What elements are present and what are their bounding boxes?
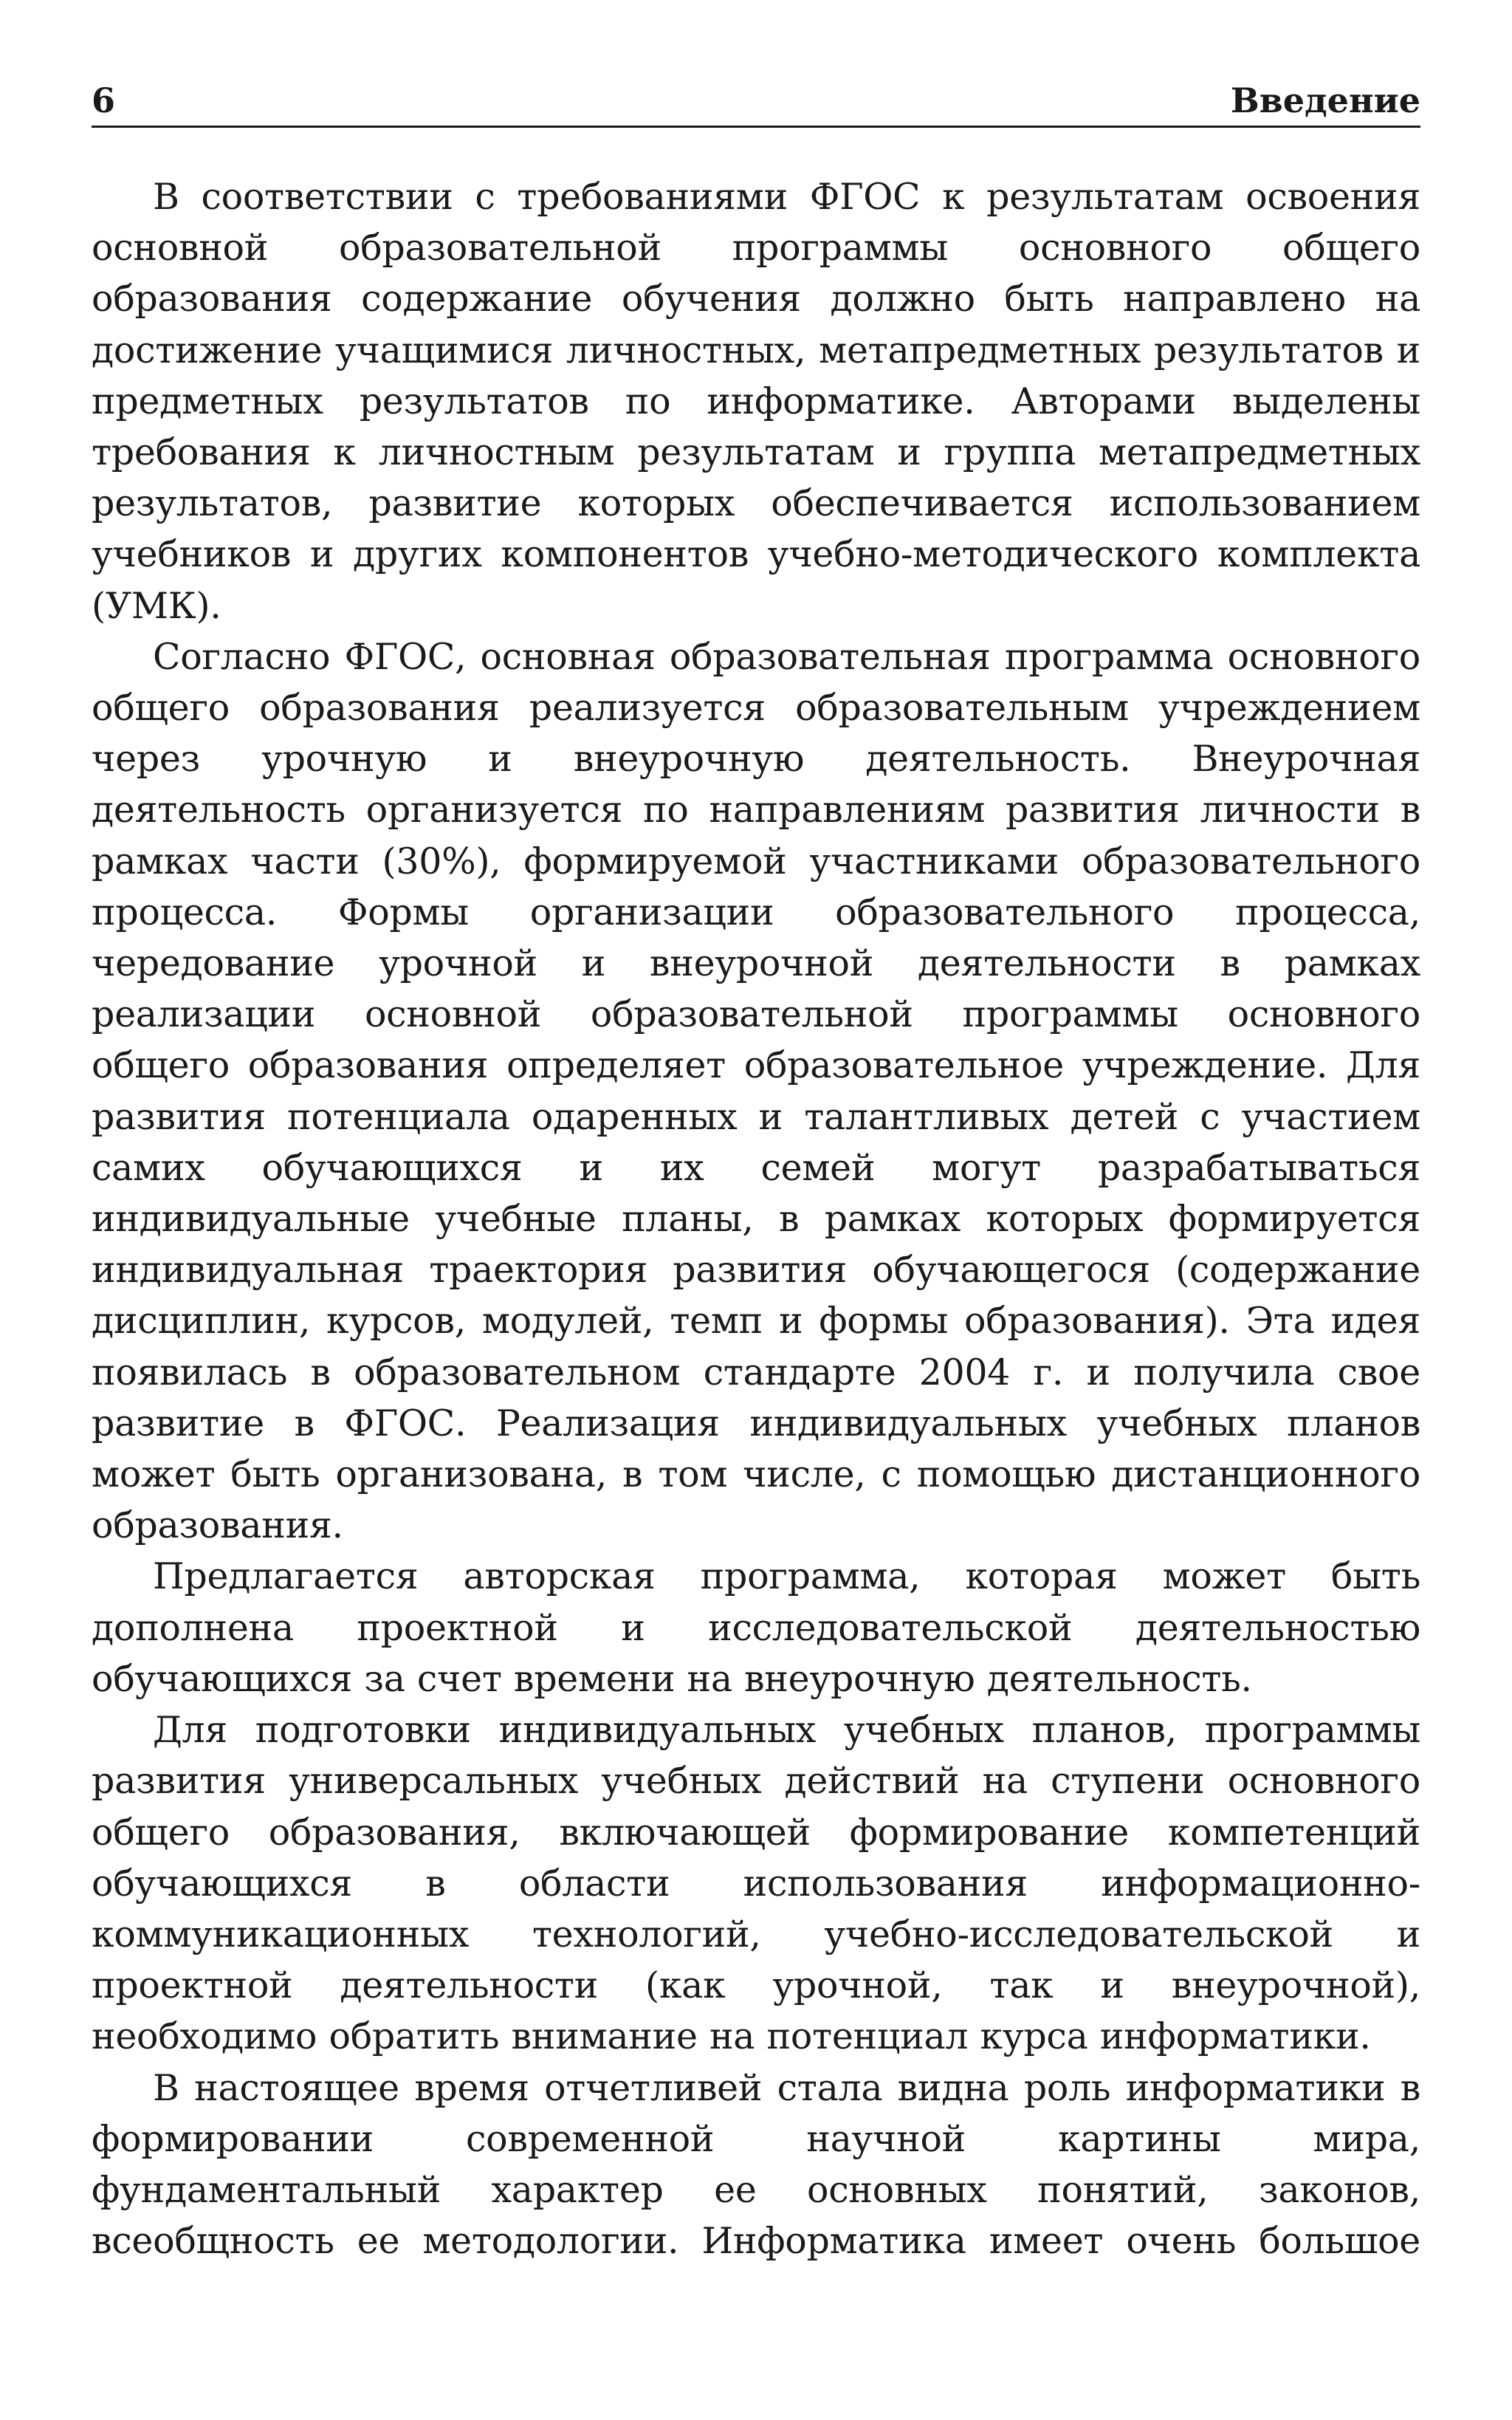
paragraph-individual-plans: Для подготовки индивидуальных учебных планов, программы развития универсальных учебных действий на ступени основного общего образования, включающей формирование компетенций обучающихся в области использования информационно-коммуникационных технологий, учебно-исследовательской и проектной деятельности (как урочной, так и внеурочной), необходимо обратить внимание на потенциал курса информатики. xyxy=(92,1709,1420,2058)
paragraph-author-program: Предлагается авторская программа, которая может быть дополнена проектной и исследовательской деятельностью обучающихся за счет времени на внеурочную деятельность. xyxy=(92,1555,1420,1700)
header-rule xyxy=(92,126,1420,128)
document-page xyxy=(92,0,1420,2420)
section-title: Введение xyxy=(1230,80,1420,120)
paragraph-informatics-role: В настоящее время отчетливей стала видна роль информатики в формировании современной научной картины мира, фундаментальный характер ее основных понятий, законов, всеобщность ее методологии. Информатика имеет очень большое xyxy=(92,2066,1420,2263)
running-header xyxy=(92,80,1420,121)
body-text xyxy=(92,171,1420,2266)
page-number: 6 xyxy=(92,80,116,120)
paragraph-fgos-results: В соответствии с требованиями ФГОС к результатам освоения основной образовательной программы основного общего образования содержание обучения должно быть направлено на достижение учащимися личностных, метапредметных результатов и предметных результатов по информатике. Авторами выделены требования к личностным результатам и группа метапредметных результатов, развитие которых обеспечивается использованием учебников и других компонентов учебно-методического комплекта (УМК). xyxy=(92,176,1420,627)
paragraph-extracurricular: Согласно ФГОС, основная образовательная программа основного общего образования реализуется образовательным учреждением через урочную и внеурочную деятельность. Внеурочная деятельность организуется по направлениям развития личности в рамках части (30%), формируемой участниками образовательного процесса. Формы организации образовательного процесса, чередование урочной и внеурочной деятельности в рамках реализации основной образовательной программы основного общего образования определяет образовательное учреждение. Для развития потенциала одаренных и талантливых детей с участием самих обучающихся и их семей могут разрабатываться индивидуальные учебные планы, в рамках которых формируется индивидуальная траектория развития обучающегося (содержание дисциплин, курсов, модулей, темп и формы образования). Эта идея появилась в образовательном стандарте 2004 г. и получила свое развитие в ФГОС. Реализация индивидуальных учебных планов может быть организована, в том числе, с помощью дистанционного образования. xyxy=(92,635,1420,1547)
